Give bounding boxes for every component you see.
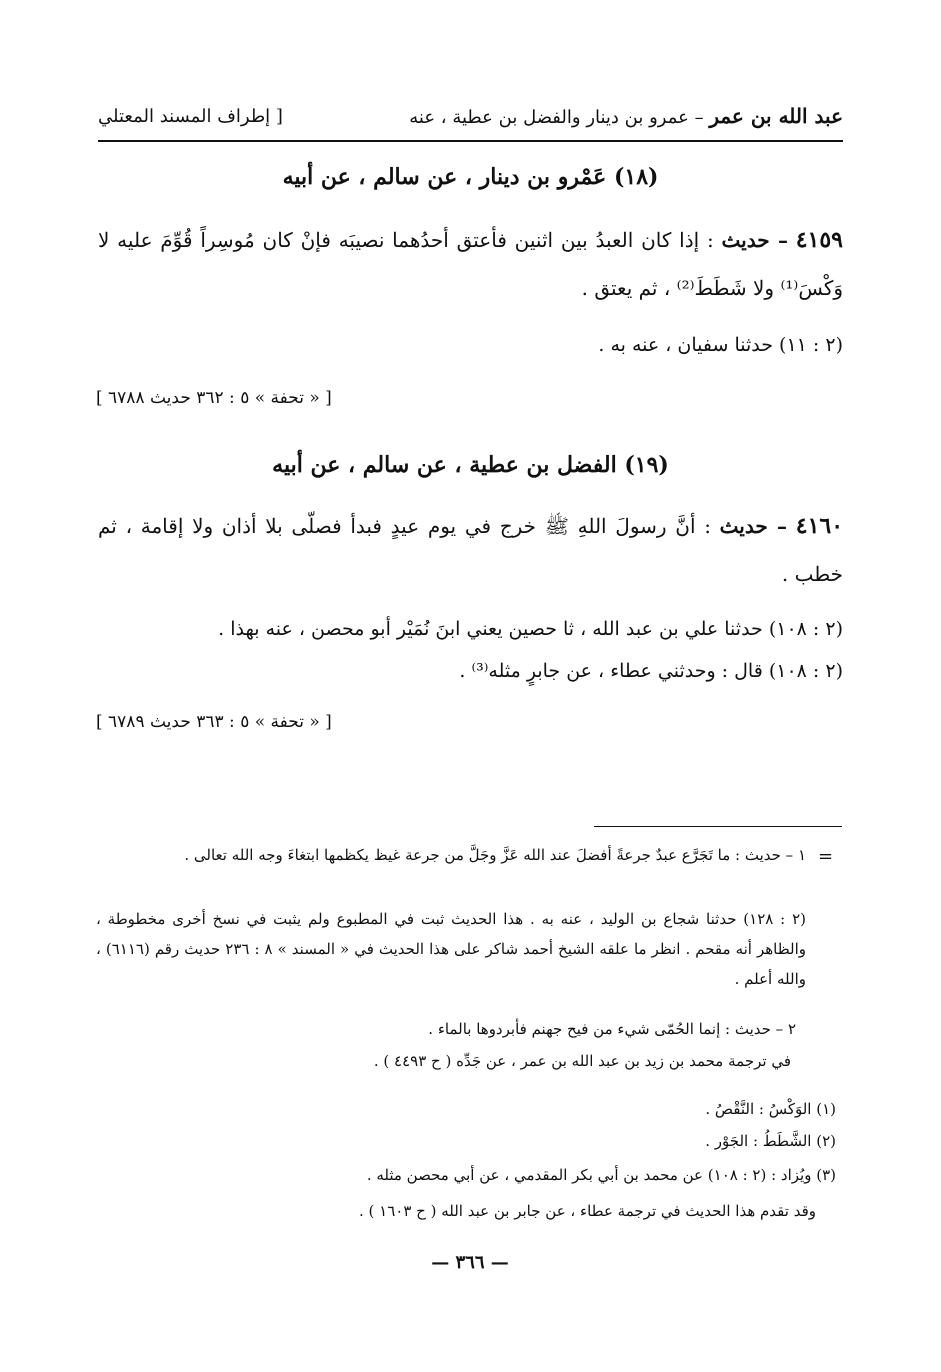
footnote-line: ٢ – حديث : إنما الحُمّى شيء من فيح جهنم فأبردوها بالماء . [428, 1020, 796, 1038]
header-title [409, 104, 843, 128]
hadith-label: حديث [721, 228, 770, 252]
hadith-text: : أنَّ رسولَ اللهِ ﷺ خرج في يوم عيدٍ فبدأ فصلّى بلا أذان ولا إقامة ، ثم خطب . [98, 514, 843, 586]
header-book-title: [ إطراف المسند المعتلي [98, 105, 283, 127]
tuhfa-reference: [ « تحفة » ٥ : ٣٦٣ حديث ٦٧٨٩ ] [96, 712, 332, 732]
isnad-line: (٢ : ١٠٨) حدثنا علي بن عبد الله ، ثا حصين يعني ابنَ نُمَيْر أبو محصن ، عنه بهذا . [218, 618, 843, 640]
page-number: — ٣٦٦ — [431, 1252, 509, 1273]
hadith-number: ٤١٥٩ [795, 227, 843, 253]
footnote-line: في ترجمة محمد بن زيد بن عبد الله بن عمر ، عن جَدِّه ( ح ٤٤٩٣ ) . [373, 1052, 791, 1070]
header-rule [98, 140, 843, 142]
section-title-18: (١٨) عَمْرو بن دينار ، عن سالم ، عن أبيه [282, 164, 659, 190]
section-title-19: (١٩) الفضل بن عطية ، عن سالم ، عن أبيه [272, 452, 669, 478]
tuhfa-reference: [ « تحفة » ٥ : ٣٦٢ حديث ٦٧٨٨ ] [96, 388, 332, 408]
hadith-4159: ٤١٥٩ – حديث : إذا كان العبدُ بين اثنين فأعتق أحدُهما نصيبَه فإنْ كان مُوسِراً قُوِّمَ عليه لا وَكْسَ⁽¹⁾ ولا شَطَطَ⁽²⁾ ، ثم يعتق . [98, 227, 843, 300]
isnad-line: (٢ : ١١) حدثنا سفيان ، عنه به . [598, 334, 843, 356]
hadith-label: حديث [719, 514, 768, 538]
isnad-line: (٢ : ١٠٨) قال : وحدثني عطاء ، عن جابرٍ مثله⁽³⁾ . [459, 660, 843, 682]
header-title-rest: – عمرو بن دينار والفضل بن عطية ، عنه [409, 107, 710, 128]
hadith-text: : إذا كان العبدُ بين اثنين فأعتق أحدُهما نصيبَه فإنْ كان مُوسِراً قُوِّمَ عليه لا وَكْسَ⁽¹⁾ ولا شَطَطَ⁽²⁾ ، ثم يعتق . [98, 228, 843, 300]
footnote-rule [594, 826, 842, 827]
running-header [98, 96, 843, 136]
hadith-4160: ٤١٦٠ – حديث : أنَّ رسولَ اللهِ ﷺ خرج في يوم عيدٍ فبدأ فصلّى بلا أذان ولا إقامة ، ثم خطب . [98, 513, 844, 586]
footnote-line: وقد تقدم هذا الحديث في ترجمة عطاء ، عن جابر بن عبد الله ( ح ١٦٠٣ ) . [359, 1202, 816, 1220]
header-title-bold: عبد الله بن عمر [709, 104, 843, 128]
footnote-line: (٣) ويُزاد : (٢ : ١٠٨) عن محمد بن أبي بكر المقدمي ، عن أبي محصن مثله . [366, 1166, 836, 1184]
footnote-line: (١) الوَكْسُ : النَّقْصُ . [705, 1100, 836, 1118]
footnote-line: ١ – حديث : ما تَجَرَّع عبدٌ جرعةً أفضلَ عند الله عَزَّ وجَلَّ من جرعة غيظ يكظمها ابتغاءَ وجه الله تعالى . [184, 846, 806, 864]
hadith-number: ٤١٦٠ [795, 513, 844, 539]
footnote-line: (٢ : ١٢٨) حدثنا شجاع بن الوليد ، عنه به . هذا الحديث ثبت في المطبوع ولم يثبت في نسخ أخرى مخطوطة ، والظاهر أنه مقحم . انظر ما علقه الشيخ أحمد شاكر على هذا الحديث في « المسند » ٨ : ٢٣٦ حديث رقم (٦١١٦) ، والله أعلم . [96, 910, 807, 988]
continuation-mark: = [818, 846, 834, 867]
footnote-line: (٢) الشَّطَطُ : الجَوْر . [705, 1132, 836, 1150]
